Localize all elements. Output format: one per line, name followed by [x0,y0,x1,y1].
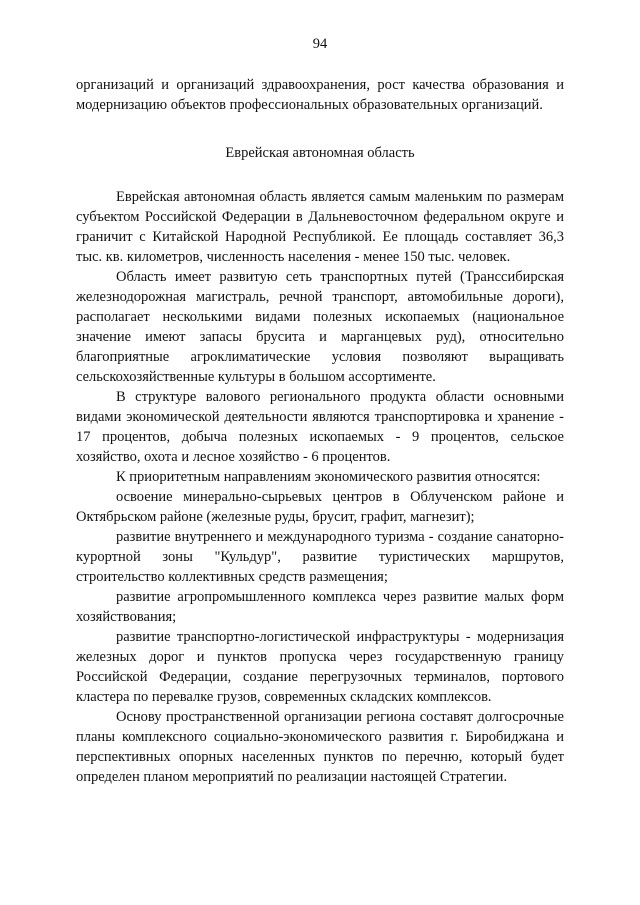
paragraph-priorities-intro: К приоритетным направлениям экономического развития относятся: [116,469,541,485]
paragraph-grp-structure: В структуре валового регионального продукта области основными видами экономической деятельности являются транспортировка и хранение - 17 процентов, добыча полезных ископаемых - 9 процентов, сельское хозяйство, охота и лесное хозяйство - 6 процентов. [76,389,564,465]
paragraph-transport-resources: Область имеет развитую сеть транспортных путей (Транссибирская железнодорожная магистраль, речной транспорт, автомобильные дороги), располагает несколькими видами полезных ископаемых (национальное значение имеют запасы брусита и марганцевых руд), относительно благоприятные агроклиматические условия позволяют выращивать сельскохозяйственные культуры в большом ассортименте. [76,269,564,385]
intro-paragraph: организаций и организаций здравоохранения, рост качества образования и модернизацию объектов профессиональных образовательных организаций. [76,77,564,113]
section-title: Еврейская автономная область [225,145,415,161]
paragraph-spatial-organization: Основу пространственной организации региона составят долгосрочные планы комплексного социально-экономического развития г. Биробиджана и перспективных опорных населенных пунктов по перечню, который будет определен планом мероприятий по реализации настоящей Стратегии. [76,709,564,785]
list-item-tourism: развитие внутреннего и международного туризма - создание санаторно-курортной зоны "Кульдур", развитие туристических маршрутов, строительство коллективных средств размещения; [76,529,564,585]
document-page [76,34,564,787]
list-item-agro-complex: развитие агропромышленного комплекса через развитие малых форм хозяйствования; [76,589,564,625]
list-item-logistics: развитие транспортно-логистической инфраструктуры - модернизация железных дорог и пунктов пропуска через государственную границу Российской Федерации, создание перегрузочных терминалов, портового кластера по перевалке грузов, современных складских комплексов. [76,629,564,705]
page-number: 94 [312,36,328,52]
paragraph-overview: Еврейская автономная область является самым маленьким по размерам субъектом Российской Федерации в Дальневосточном федеральном округе и граничит с Китайской Народной Республикой. Ее площадь составляет 36,3 тыс. кв. километров, численность населения - менее 150 тыс. человек. [76,189,564,265]
list-item-mineral-centers: освоение минерально-сырьевых центров в Облученском районе и Октябрьском районе (железные руды, брусит, графит, магнезит); [76,489,564,525]
